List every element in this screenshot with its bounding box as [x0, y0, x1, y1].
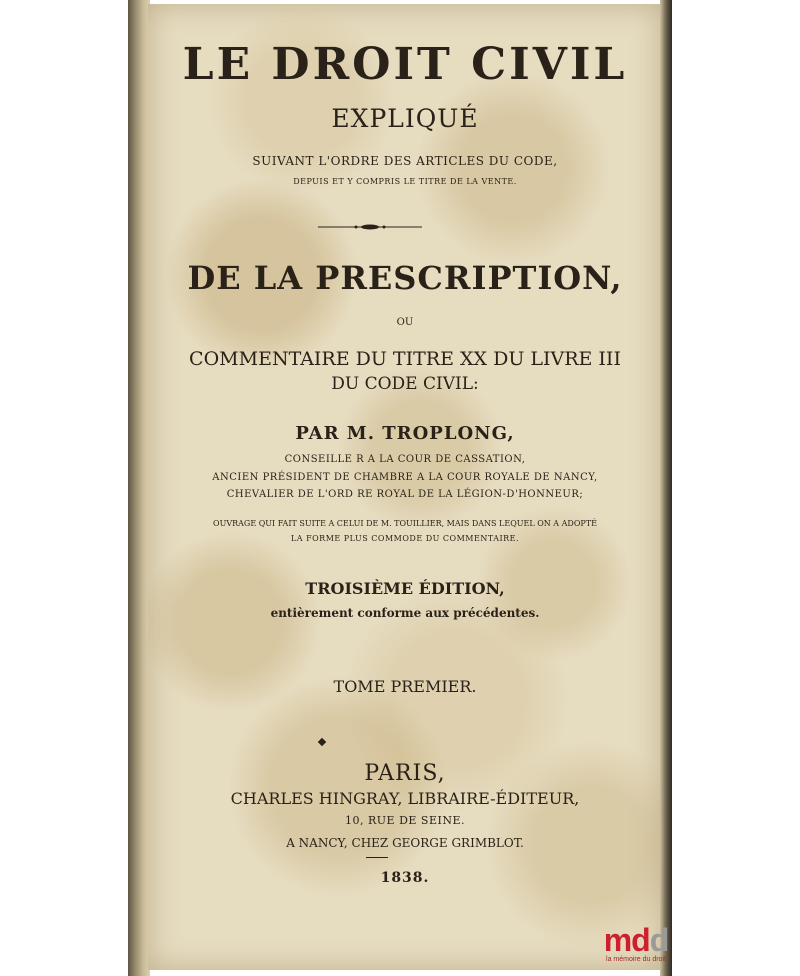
imprint-nancy: A NANCY, CHEZ GEORGE GRIMBLOT.	[286, 836, 524, 850]
logo-mark: mdd	[603, 922, 669, 958]
author-title-1: CONSEILLE R A LA COUR DE CASSATION,	[284, 454, 526, 465]
imprint-address: 10, RUE DE SEINE.	[345, 814, 465, 827]
commentaire-line-1: COMMENTAIRE DU TITRE XX DU LIVRE III	[189, 348, 621, 370]
ornament-rule-icon	[318, 223, 422, 231]
author-title-2: ANCIEN PRÉSIDENT DE CHAMBRE A LA COUR ROYALE DE NANCY,	[212, 472, 598, 483]
subtitle-line-1: SUIVANT L'ORDRE DES ARTICLES DU CODE,	[252, 154, 558, 168]
title-explique: EXPLIQUÉ	[331, 104, 479, 133]
commentaire-line-2: DU CODE CIVIL:	[331, 374, 479, 394]
note-line-1: OUVRAGE QUI FAIT SUITE A CELUI DE M. TOUILLIER, MAIS DANS LEQUEL ON A ADOPTÉ	[213, 519, 597, 528]
work-ou: OU	[396, 317, 414, 328]
imprint-year: 1838.	[380, 870, 430, 886]
work-heading: DE LA PRESCRIPTION,	[187, 259, 623, 297]
note-line-2: LA FORME PLUS COMMODE DU COMMENTAIRE.	[290, 534, 520, 543]
tome-label: TOME PREMIER.	[333, 677, 477, 696]
edition-description: entièrement conforme aux précédentes.	[270, 606, 540, 620]
author-name: PAR M. TROPLONG,	[295, 423, 515, 444]
author-title-3: CHEVALIER DE L'ORD RE ROYAL DE LA LÉGION-D'HONNEUR;	[226, 489, 584, 500]
imprint-rule	[366, 857, 388, 858]
imprint-publisher: CHARLES HINGRAY, LIBRAIRE-ÉDITEUR,	[230, 789, 580, 808]
imprint-city: PARIS,	[364, 761, 446, 786]
mdd-logo	[596, 924, 676, 976]
edition-label: TROISIÈME ÉDITION,	[305, 579, 505, 598]
logo-tagline: la mémoire du droit	[606, 956, 666, 963]
subtitle-line-2: DEPUIS ET Y COMPRIS LE TITRE DE LA VENTE.	[293, 177, 517, 186]
main-title: LE DROIT CIVIL	[182, 39, 628, 90]
book-binding-edge	[128, 0, 150, 976]
